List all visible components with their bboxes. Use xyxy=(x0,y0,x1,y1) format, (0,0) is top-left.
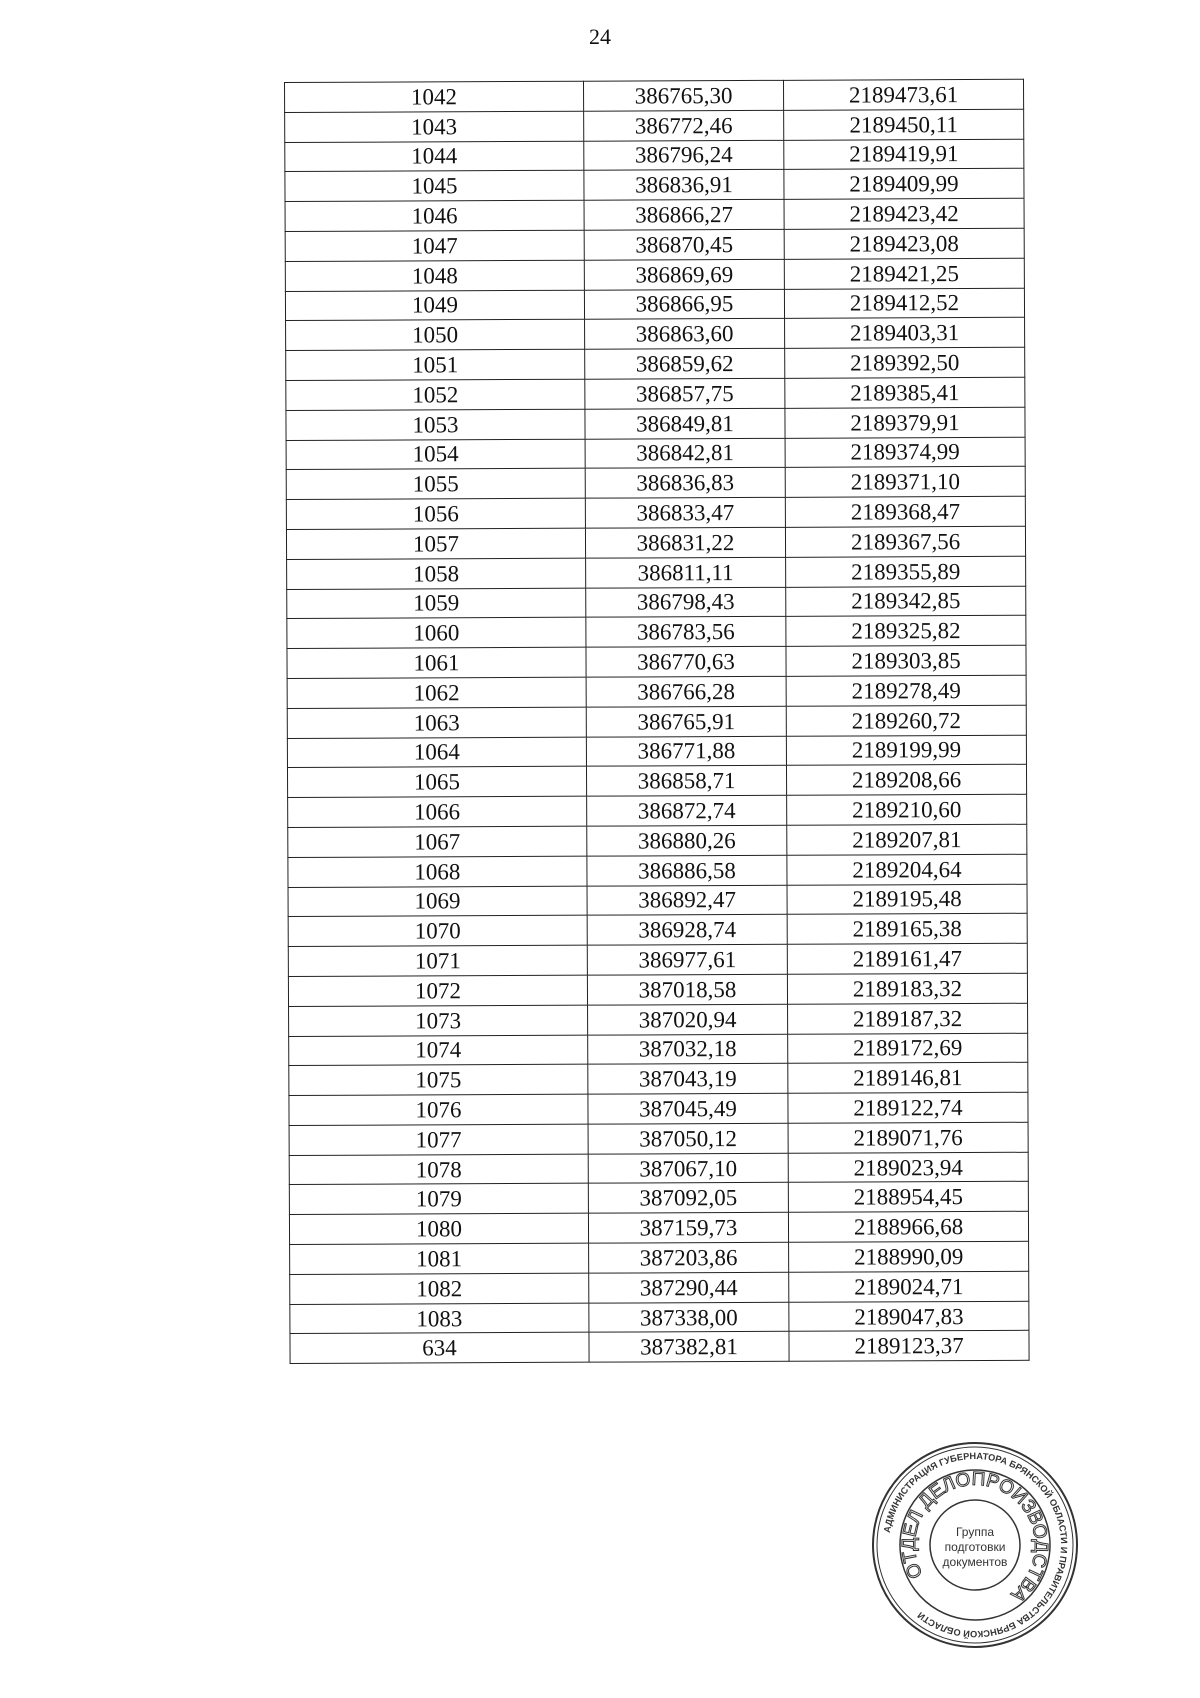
table-row xyxy=(289,1122,1028,1155)
x-coordinate-cell: 387159,73 xyxy=(588,1213,788,1244)
table-row xyxy=(285,79,1024,112)
x-coordinate-cell: 386811,11 xyxy=(585,557,785,588)
table-row xyxy=(288,943,1027,976)
stamp-middle-text: ОТДЕЛ ДЕЛОПРОИЗВОДСТВА xyxy=(898,1468,1052,1607)
y-coordinate-cell: 2189409,99 xyxy=(784,169,1024,200)
table-row xyxy=(288,854,1027,887)
y-coordinate-cell: 2188954,45 xyxy=(788,1182,1028,1213)
x-coordinate-cell: 386866,95 xyxy=(584,289,784,320)
stamp-center-line-2: подготовки xyxy=(944,1540,1006,1554)
table-row xyxy=(289,1212,1028,1245)
y-coordinate-cell: 2189122,74 xyxy=(788,1092,1028,1123)
table-row xyxy=(286,437,1025,470)
x-coordinate-cell: 386849,81 xyxy=(585,408,785,439)
x-coordinate-cell: 386842,81 xyxy=(585,438,785,469)
point-number-cell: 1058 xyxy=(287,558,586,589)
x-coordinate-cell: 386766,28 xyxy=(586,676,786,707)
x-coordinate-cell: 386872,74 xyxy=(587,795,787,826)
x-coordinate-cell: 386886,58 xyxy=(587,855,787,886)
y-coordinate-cell: 2189195,48 xyxy=(787,884,1027,915)
y-coordinate-cell: 2189047,83 xyxy=(789,1301,1029,1332)
y-coordinate-cell: 2189367,56 xyxy=(786,526,1026,557)
y-coordinate-cell: 2189368,47 xyxy=(785,496,1025,527)
table-row xyxy=(287,705,1026,738)
x-coordinate-cell: 387067,10 xyxy=(588,1153,788,1184)
y-coordinate-cell: 2189423,42 xyxy=(784,198,1024,229)
y-coordinate-cell: 2189403,31 xyxy=(785,318,1025,349)
x-coordinate-cell: 387382,81 xyxy=(589,1332,789,1363)
table-row xyxy=(286,496,1025,529)
y-coordinate-cell: 2189260,72 xyxy=(786,705,1026,736)
point-number-cell: 1075 xyxy=(289,1064,588,1095)
x-coordinate-cell: 387032,18 xyxy=(588,1034,788,1065)
point-number-cell: 1047 xyxy=(285,230,584,261)
point-number-cell: 1080 xyxy=(289,1213,588,1244)
point-number-cell: 1049 xyxy=(285,290,584,321)
x-coordinate-cell: 386783,56 xyxy=(586,617,786,648)
x-coordinate-cell: 386833,47 xyxy=(585,497,785,528)
point-number-cell: 1078 xyxy=(289,1154,588,1185)
x-coordinate-cell: 386858,71 xyxy=(586,766,786,797)
y-coordinate-cell: 2189419,91 xyxy=(784,139,1024,170)
x-coordinate-cell: 387092,05 xyxy=(588,1183,788,1214)
point-number-cell: 1054 xyxy=(286,439,585,470)
x-coordinate-cell: 386880,26 xyxy=(587,825,787,856)
point-number-cell: 1043 xyxy=(285,111,584,142)
table-row xyxy=(288,794,1027,827)
table-row xyxy=(289,1092,1028,1125)
table-row xyxy=(290,1241,1029,1274)
table-row xyxy=(287,616,1026,649)
table-row xyxy=(285,109,1024,142)
x-coordinate-cell: 386796,24 xyxy=(584,140,784,171)
x-coordinate-cell: 386857,75 xyxy=(585,378,785,409)
stamp-center-line-1: Группа xyxy=(955,1525,995,1539)
x-coordinate-cell: 387018,58 xyxy=(587,974,787,1005)
stamp-outer-text: АДМИНИСТРАЦИЯ ГУБЕРНАТОРА БРЯНСКОЙ ОБЛАСТИ И ПРАВИТЕЛЬСТВА БРЯНСКОЙ ОБЛАСТИ xyxy=(881,1450,1070,1640)
y-coordinate-cell: 2189024,71 xyxy=(789,1271,1029,1302)
y-coordinate-cell: 2189423,08 xyxy=(784,228,1024,259)
point-number-cell: 1059 xyxy=(287,588,586,619)
table-row xyxy=(288,824,1027,857)
y-coordinate-cell: 2189342,85 xyxy=(786,586,1026,617)
y-coordinate-cell: 2189161,47 xyxy=(787,943,1027,974)
x-coordinate-cell: 386798,43 xyxy=(586,587,786,618)
x-coordinate-cell: 386928,74 xyxy=(587,915,787,946)
point-number-cell: 1060 xyxy=(287,618,586,649)
x-coordinate-cell: 387203,86 xyxy=(588,1242,788,1273)
y-coordinate-cell: 2189303,85 xyxy=(786,645,1026,676)
x-coordinate-cell: 386772,46 xyxy=(584,110,784,141)
x-coordinate-cell: 386770,63 xyxy=(586,646,786,677)
y-coordinate-cell: 2189071,76 xyxy=(788,1122,1028,1153)
x-coordinate-cell: 386977,61 xyxy=(587,944,787,975)
y-coordinate-cell: 2189187,32 xyxy=(788,1003,1028,1034)
y-coordinate-cell: 2189278,49 xyxy=(786,675,1026,706)
point-number-cell: 1057 xyxy=(286,528,585,559)
point-number-cell: 1074 xyxy=(289,1035,588,1066)
table-row xyxy=(285,288,1024,321)
table-row xyxy=(287,675,1026,708)
point-number-cell: 1081 xyxy=(290,1243,589,1274)
x-coordinate-cell: 386863,60 xyxy=(584,319,784,350)
point-number-cell: 1076 xyxy=(289,1094,588,1125)
point-number-cell: 1044 xyxy=(285,141,584,172)
point-number-cell: 1068 xyxy=(288,856,587,887)
x-coordinate-cell: 386836,91 xyxy=(584,170,784,201)
table-row xyxy=(288,884,1027,917)
y-coordinate-cell: 2189392,50 xyxy=(785,347,1025,378)
y-coordinate-cell: 2189207,81 xyxy=(787,824,1027,855)
point-number-cell: 1042 xyxy=(285,81,584,112)
point-number-cell: 1066 xyxy=(288,796,587,827)
x-coordinate-cell: 386836,83 xyxy=(585,468,785,499)
y-coordinate-cell: 2189204,64 xyxy=(787,854,1027,885)
x-coordinate-cell: 386771,88 xyxy=(586,736,786,767)
point-number-cell: 1045 xyxy=(285,171,584,202)
table-row xyxy=(290,1271,1029,1304)
x-coordinate-cell: 386870,45 xyxy=(584,229,784,260)
table-row xyxy=(285,228,1024,261)
table-row xyxy=(286,407,1025,440)
x-coordinate-cell: 386765,30 xyxy=(583,80,783,111)
point-number-cell: 1077 xyxy=(289,1124,588,1155)
point-number-cell: 1056 xyxy=(286,498,585,529)
y-coordinate-cell: 2189355,89 xyxy=(786,556,1026,587)
table-row xyxy=(285,139,1024,172)
x-coordinate-cell: 386859,62 xyxy=(585,348,785,379)
x-coordinate-cell: 386892,47 xyxy=(587,885,787,916)
y-coordinate-cell: 2189385,41 xyxy=(785,377,1025,408)
table-row xyxy=(289,1033,1028,1066)
y-coordinate-cell: 2189172,69 xyxy=(788,1033,1028,1064)
table-row xyxy=(289,1182,1028,1215)
point-number-cell: 1046 xyxy=(285,200,584,231)
point-number-cell: 1062 xyxy=(287,677,586,708)
point-number-cell: 1067 xyxy=(288,826,587,857)
point-number-cell: 634 xyxy=(290,1333,589,1364)
table-row xyxy=(287,586,1026,619)
official-stamp xyxy=(870,1440,1080,1650)
y-coordinate-cell: 2189165,38 xyxy=(787,914,1027,945)
y-coordinate-cell: 2189183,32 xyxy=(787,973,1027,1004)
table-row xyxy=(290,1331,1029,1364)
y-coordinate-cell: 2188966,68 xyxy=(789,1212,1029,1243)
table-row xyxy=(289,1152,1028,1185)
y-coordinate-cell: 2189450,11 xyxy=(784,109,1024,140)
x-coordinate-cell: 387020,94 xyxy=(587,1004,787,1035)
x-coordinate-cell: 386765,91 xyxy=(586,706,786,737)
x-coordinate-cell: 387043,19 xyxy=(588,1064,788,1095)
y-coordinate-cell: 2189379,91 xyxy=(785,407,1025,438)
point-number-cell: 1048 xyxy=(285,260,584,291)
table-row xyxy=(287,556,1026,589)
table-row xyxy=(288,914,1027,947)
y-coordinate-cell: 2189146,81 xyxy=(788,1063,1028,1094)
y-coordinate-cell: 2189210,60 xyxy=(787,794,1027,825)
y-coordinate-cell: 2189412,52 xyxy=(784,288,1024,319)
table-row xyxy=(286,377,1025,410)
x-coordinate-cell: 387050,12 xyxy=(588,1123,788,1154)
point-number-cell: 1082 xyxy=(290,1273,589,1304)
point-number-cell: 1063 xyxy=(287,707,586,738)
y-coordinate-cell: 2189208,66 xyxy=(787,765,1027,796)
table-row xyxy=(286,467,1025,500)
x-coordinate-cell: 386831,22 xyxy=(585,527,785,558)
point-number-cell: 1070 xyxy=(288,915,587,946)
stamp-center-line-3: документов xyxy=(942,1555,1008,1569)
x-coordinate-cell: 387290,44 xyxy=(589,1272,789,1303)
point-number-cell: 1073 xyxy=(289,1005,588,1036)
page-number: 24 xyxy=(589,24,611,49)
y-coordinate-cell: 2189473,61 xyxy=(784,79,1024,110)
point-number-cell: 1079 xyxy=(289,1184,588,1215)
x-coordinate-cell: 387338,00 xyxy=(589,1302,789,1333)
table-row xyxy=(289,1063,1028,1096)
point-number-cell: 1052 xyxy=(286,379,585,410)
point-number-cell: 1061 xyxy=(287,647,586,678)
x-coordinate-cell: 386869,69 xyxy=(584,259,784,290)
point-number-cell: 1055 xyxy=(286,469,585,500)
table-row xyxy=(290,1301,1029,1334)
table-row xyxy=(287,735,1026,768)
point-number-cell: 1064 xyxy=(287,737,586,768)
point-number-cell: 1072 xyxy=(288,975,587,1006)
coordinates-table xyxy=(284,79,1030,1364)
table-row xyxy=(286,318,1025,351)
table-row xyxy=(285,198,1024,231)
point-number-cell: 1051 xyxy=(286,349,585,380)
y-coordinate-cell: 2188990,09 xyxy=(789,1241,1029,1272)
point-number-cell: 1083 xyxy=(290,1303,589,1334)
point-number-cell: 1071 xyxy=(288,945,587,976)
point-number-cell: 1065 xyxy=(287,767,586,798)
point-number-cell: 1053 xyxy=(286,409,585,440)
table-row xyxy=(285,258,1024,291)
y-coordinate-cell: 2189421,25 xyxy=(784,258,1024,289)
y-coordinate-cell: 2189123,37 xyxy=(789,1331,1029,1362)
y-coordinate-cell: 2189371,10 xyxy=(785,467,1025,498)
y-coordinate-cell: 2189023,94 xyxy=(788,1152,1028,1183)
table-row xyxy=(285,169,1024,202)
y-coordinate-cell: 2189199,99 xyxy=(786,735,1026,766)
y-coordinate-cell: 2189325,82 xyxy=(786,616,1026,647)
coordinates-table-body xyxy=(285,79,1030,1363)
table-row xyxy=(286,347,1025,380)
table-row xyxy=(288,973,1027,1006)
x-coordinate-cell: 386866,27 xyxy=(584,200,784,231)
table-row xyxy=(286,526,1025,559)
y-coordinate-cell: 2189374,99 xyxy=(785,437,1025,468)
table-row xyxy=(287,765,1026,798)
x-coordinate-cell: 387045,49 xyxy=(588,1093,788,1124)
table-row xyxy=(289,1003,1028,1036)
table-row xyxy=(287,645,1026,678)
point-number-cell: 1050 xyxy=(286,320,585,351)
point-number-cell: 1069 xyxy=(288,886,587,917)
